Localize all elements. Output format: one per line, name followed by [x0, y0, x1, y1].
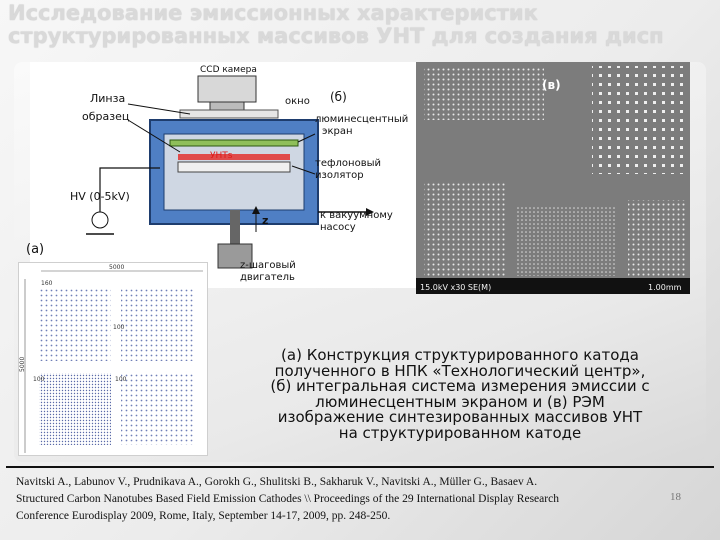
- label-z: z: [262, 214, 269, 227]
- sem-array-top-right: [592, 66, 686, 174]
- array-quadrant-bottom-right: [121, 373, 193, 445]
- cathode-layout-panel: [18, 262, 208, 456]
- sem-info-text: 15.0kV x30 SE(M): [420, 283, 492, 292]
- label-cnt: УНТs: [210, 151, 233, 161]
- dim-left-text: 5000: [19, 356, 26, 372]
- luminescent-screen: [170, 140, 298, 146]
- caption-line-3: (б) интегральная система измерения эмиссии с: [270, 377, 650, 395]
- dim-160-text: 160: [41, 280, 53, 287]
- cnt-layer: [178, 154, 290, 160]
- label-motor-1: z-шаговый: [240, 260, 296, 271]
- slide-number: 18: [670, 491, 681, 503]
- array-quadrant-bottom-left: [39, 373, 111, 445]
- citation-line-3: Conference Eurodisplay 2009, Rome, Italy, September 14-17, 2009, pp. 248-250.: [16, 510, 391, 522]
- sem-array-top-left: [424, 66, 544, 120]
- caption-line-2: полученного в НПК «Технологический центр»,: [274, 361, 646, 380]
- z-shaft: [230, 210, 240, 244]
- emission-system-diagram: [30, 62, 418, 288]
- label-ccd: CCD камера: [200, 65, 257, 75]
- panel-v-label: (в): [542, 78, 561, 92]
- label-teflon-2: изолятор: [315, 170, 364, 181]
- hv-source: [92, 212, 108, 228]
- label-vacuum-2: насосу: [320, 222, 356, 233]
- ccd-camera-mount: [210, 102, 244, 110]
- label-screen-1: люминесцентный: [315, 114, 409, 125]
- lens-pointer: [128, 104, 190, 114]
- dim-100c-text: 100: [115, 376, 127, 383]
- caption-line-1: (а) Конструкция структурированного катода: [281, 346, 639, 364]
- slide-title: Исследование эмиссионных характеристик структурированных массивов УНТ для создания дисп: [8, 1, 664, 48]
- caption-line-6: на структурированном катоде: [338, 423, 582, 442]
- citation-line-2: Structured Carbon Nanotubes Based Field Emission Cathodes \\ Proceedings of the 29 International Display Research: [16, 493, 559, 505]
- citation-block: [16, 474, 706, 525]
- caption-line-5: изображение синтезированных массивов УНТ: [277, 408, 643, 426]
- teflon-insulator: [178, 162, 290, 172]
- array-quadrant-top-right: [121, 289, 193, 361]
- sem-array-bottom-right: [628, 200, 686, 276]
- citation-line-1: Navitski A., Labunov V., Prudnikava A., Gorokh G., Shulitski B., Sakharuk V., Navitski A., Müller G., Basaev A.: [16, 476, 538, 488]
- cathode-layout-drawing: [19, 263, 207, 455]
- dim-100a-text: 100: [113, 324, 125, 331]
- dim-100b-text: 100: [33, 376, 45, 383]
- system-schematic-svg: [30, 62, 418, 288]
- label-sample: образец: [82, 110, 130, 123]
- panel-b-label: (б): [330, 90, 347, 104]
- label-window: окно: [285, 96, 310, 107]
- label-screen-2: экран: [322, 126, 353, 137]
- sem-scale-text: 1.00mm: [648, 283, 682, 292]
- figure-caption: [220, 348, 700, 441]
- sem-image-panel: [416, 62, 690, 294]
- panel-a-label: (a): [26, 242, 45, 257]
- label-motor-2: двигатель: [240, 272, 295, 283]
- array-quadrant-top-left: [39, 289, 111, 361]
- label-lens: Линза: [90, 92, 126, 105]
- caption-line-4: люминесцентным экраном и (в) РЭМ: [315, 392, 605, 411]
- label-teflon-1: тефлоновый: [315, 158, 381, 169]
- sem-array-bottom-center: [516, 206, 616, 276]
- ccd-camera-body: [198, 76, 256, 102]
- lens-plate: [180, 110, 278, 118]
- sem-array-bottom-left: [424, 182, 506, 276]
- citation-divider: [6, 466, 714, 468]
- label-vacuum-1: к вакуумному: [320, 210, 393, 221]
- label-hv: HV (0-5kV): [70, 190, 130, 203]
- dim-top-text: 5000: [109, 264, 125, 271]
- sem-image: [416, 62, 690, 294]
